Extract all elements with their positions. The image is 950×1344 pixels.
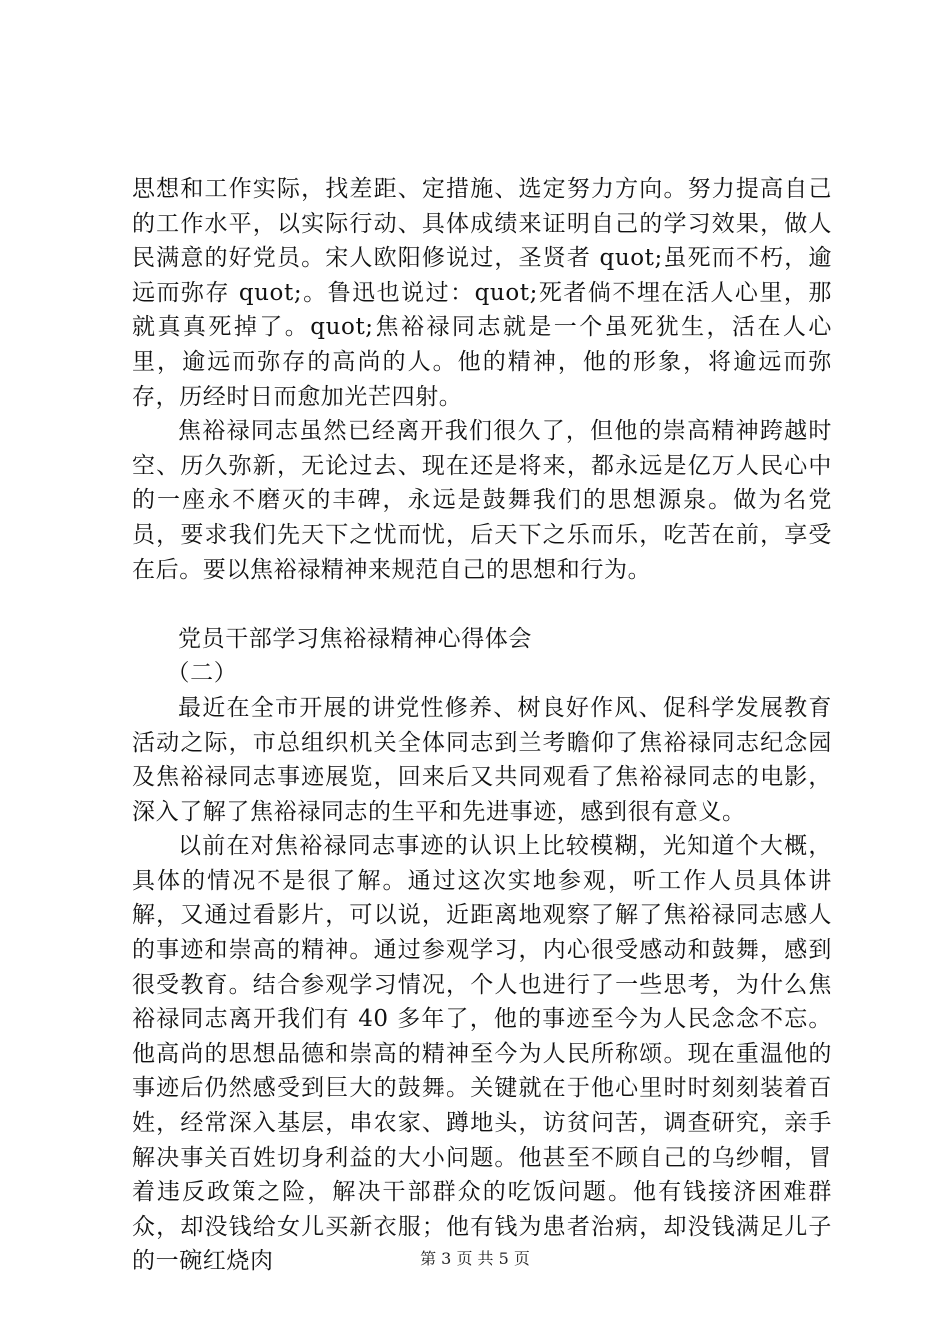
page-footer xyxy=(0,1246,950,1269)
paragraph: 焦裕禄同志虽然已经离开我们很久了，但他的崇高精神跨越时空、历久弥新，无论过去、现在还是将来，都永远是亿万人民心中的一座永不磨灭的丰碑，永远是鼓舞我们的思想源泉。做为名党员，要求我们先天下之忧而忧，后天下之乐而乐，吃苦在前，享受在后。要以焦裕禄精神来规范自己的思想和行为。 xyxy=(132,418,832,583)
paragraph-gap xyxy=(132,587,832,622)
document-body xyxy=(132,172,832,1279)
paragraph: 最近在全市开展的讲党性修养、树良好作风、促科学发展教育活动之际，市总组织机关全体同志到兰考瞻仰了焦裕禄同志纪念园及焦裕禄同志事迹展览，回来后又共同观看了焦裕禄同志的电影，深入了解了焦裕禄同志的生平和先进事迹，感到很有意义。 xyxy=(132,694,832,825)
paragraph-continuation: 思想和工作实际，找差距、定措施、选定努力方向。努力提高自己的工作水平，以实际行动、具体成绩来证明自己的学习效果，做人民满意的好党员。宋人欧阳修说过，圣贤者 quot;虽死而不朽，逾远而弥存 quot;。鲁迅也说过：quot;死者倘不埋在活人心里，那就真真死掉了。quot;焦裕禄同志就是一个虽死犹生，活在人心里，逾远而弥存的高尚的人。他的精神，他的形象，将逾远而弥存，历经时日而愈加光芒四射。 xyxy=(132,176,832,410)
section-number: （二） xyxy=(166,660,238,687)
paragraph: 以前在对焦裕禄同志事迹的认识上比较模糊，光知道个大概，具体的情况不是很了解。通过这次实地参观，听工作人员具体讲解，又通过看影片，可以说，近距离地观察了解了焦裕禄同志感人的事迹和崇高的精神。通过参观学习，内心很受感动和鼓舞，感到很受教育。结合参观学习情况，个人也进行了一些思考，为什么焦裕禄同志离开我们有 40 多年了，他的事迹至今为人民念念不忘。他高尚的思想品德和崇高的精神至今为人民所称颂。现在重温他的事迹后仍然感受到巨大的鼓舞。关键就在于他心里时时刻刻装着百姓，经常深入基层，串农家、蹲地头，访贫问苦，调查研究，亲手解决事关百姓切身利益的大小问题。他甚至不顾自己的乌纱帽，冒着违反政策之险，解决干部群众的吃饭问题。他有钱接济困难群众，却没钱给女儿买新衣服；他有钱为患者治病，却没钱满足儿子的一碗红烧肉 xyxy=(132,833,832,1275)
section-title: 党员干部学习焦裕禄精神心得体会 xyxy=(178,625,532,652)
page-indicator: 第 3 页 共 5 页 xyxy=(420,1249,530,1268)
